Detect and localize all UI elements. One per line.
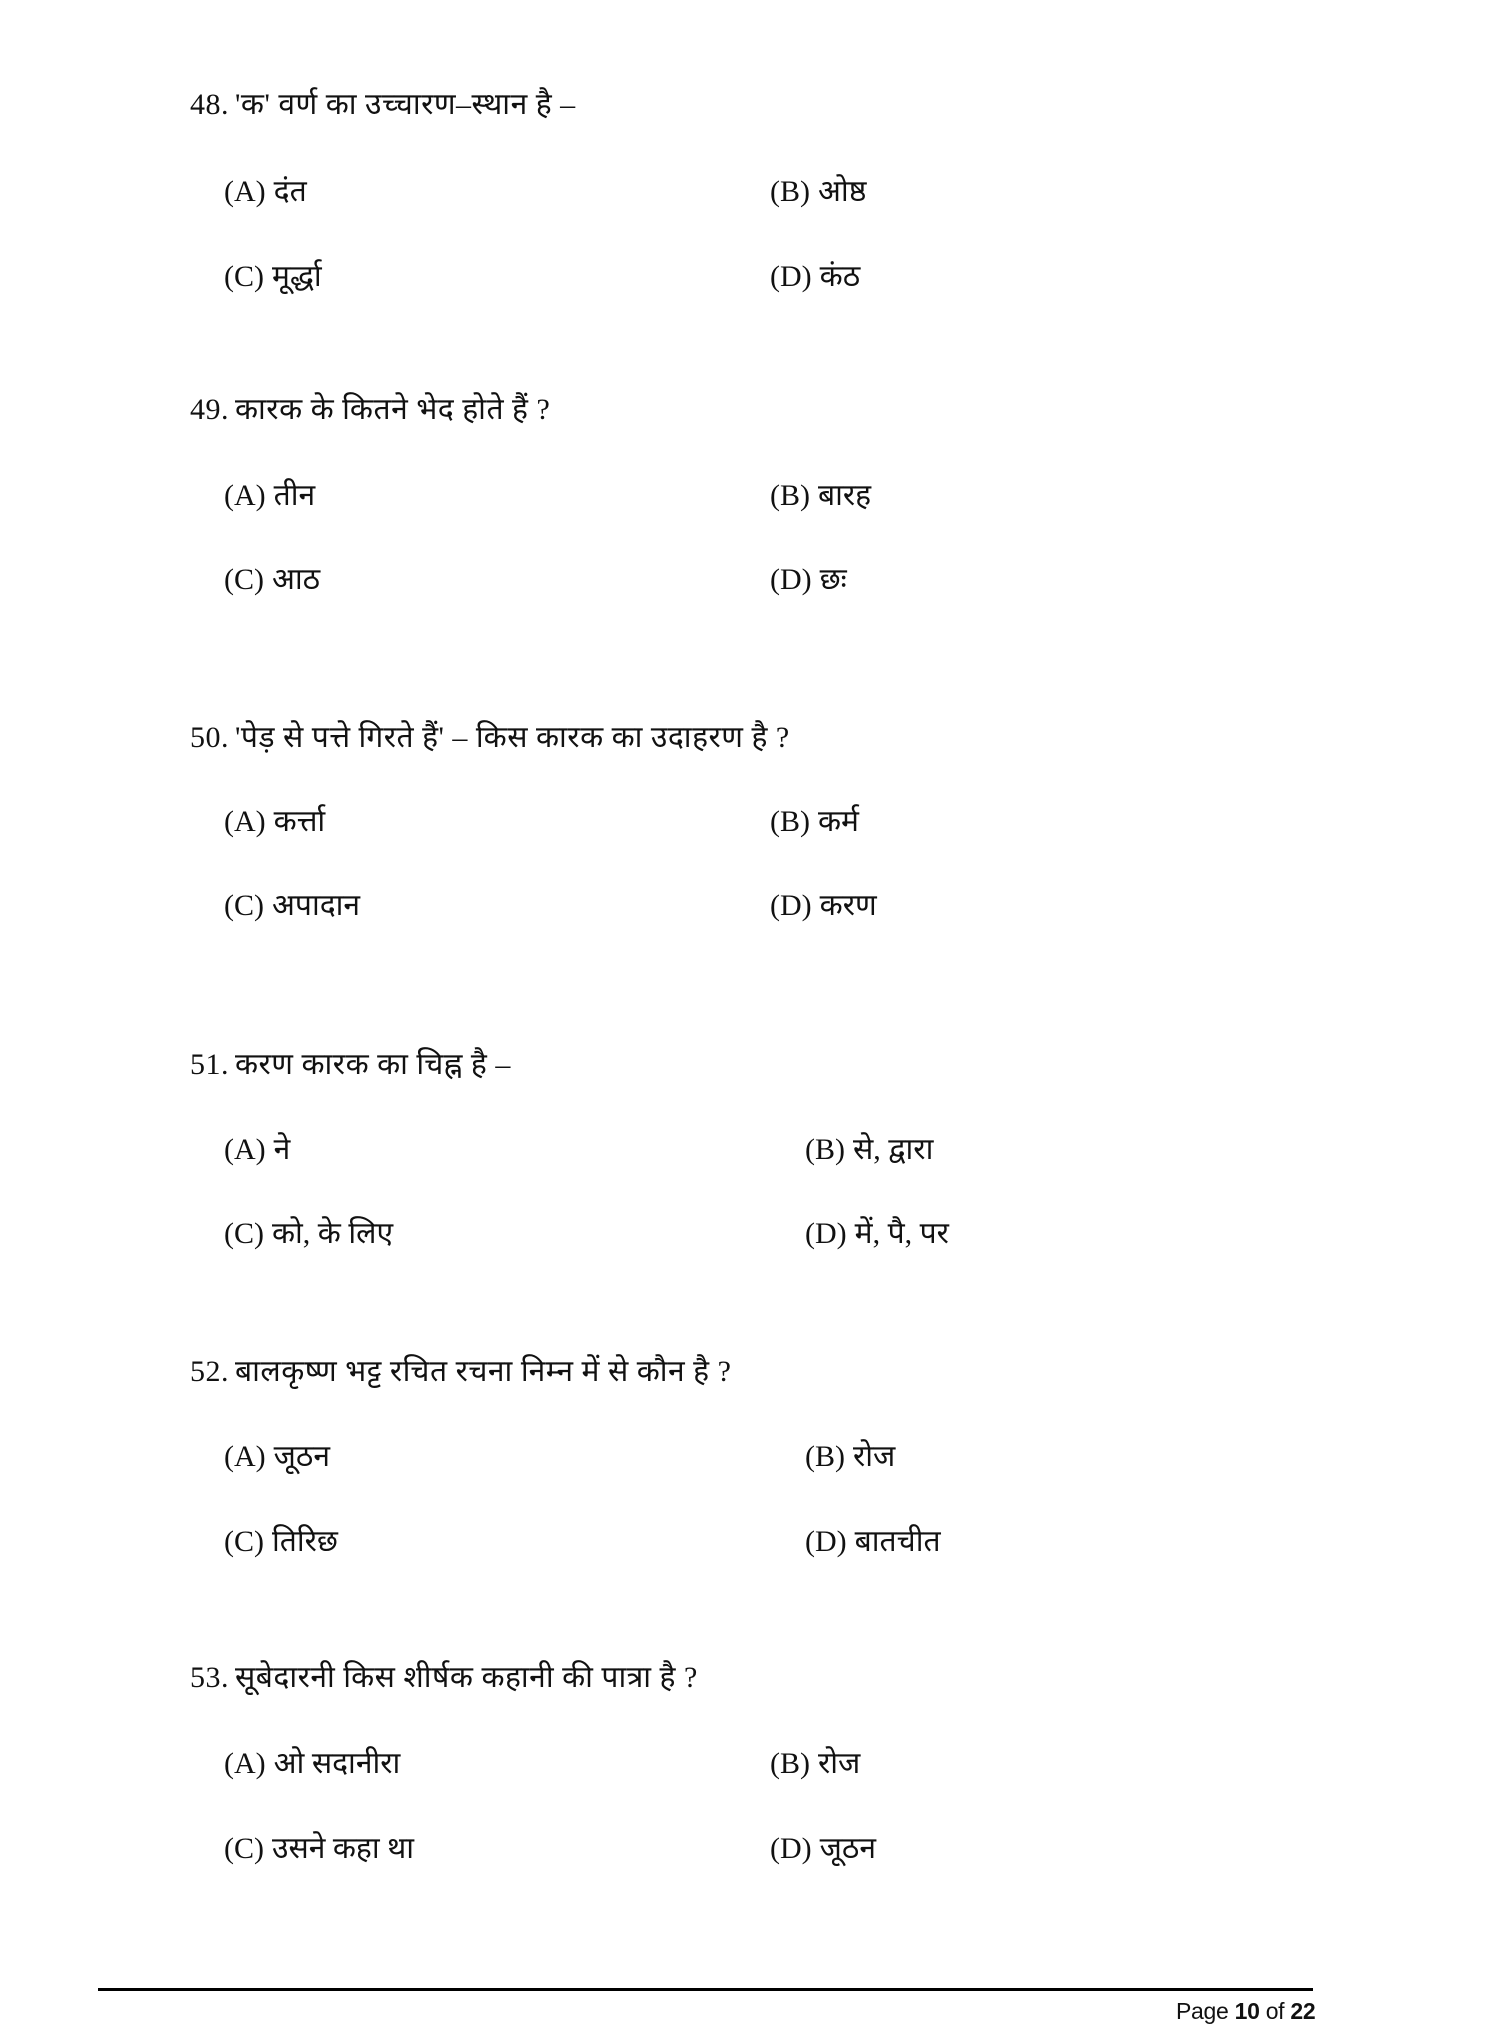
option-text: आठ [272, 563, 321, 596]
of-word: of [1265, 1998, 1285, 2024]
question-number: 53. [190, 1661, 229, 1694]
option-text: बारह [818, 479, 872, 512]
question-text: करण कारक का चिह्न है – [235, 1048, 511, 1081]
option-52-b [805, 1437, 895, 1477]
option-50-d [770, 886, 877, 926]
option-label: (A) [224, 175, 266, 208]
option-49-c [224, 560, 320, 600]
option-label: (C) [224, 1217, 264, 1250]
total-pages: 22 [1290, 1998, 1316, 2024]
question-50 [190, 718, 790, 758]
question-number: 52. [190, 1355, 229, 1388]
page-word: Page [1176, 1998, 1229, 2024]
question-text: 'क' वर्ण का उच्चारण–स्थान है – [235, 88, 576, 121]
option-51-b [805, 1130, 933, 1170]
option-49-a [224, 476, 315, 516]
option-text: कर्म [818, 805, 859, 838]
option-label: (C) [224, 260, 264, 293]
option-49-b [770, 476, 871, 516]
question-number: 51. [190, 1048, 229, 1081]
option-text: में, पै, पर [854, 1217, 949, 1250]
option-48-c [224, 257, 322, 297]
question-53 [190, 1658, 698, 1698]
option-49-d [770, 560, 847, 600]
option-label: (C) [224, 1832, 264, 1865]
option-48-a [224, 172, 307, 212]
question-number: 48. [190, 88, 229, 121]
option-text: जूठन [819, 1832, 876, 1865]
option-label: (A) [224, 1440, 266, 1473]
option-label: (B) [805, 1133, 845, 1166]
option-label: (B) [770, 175, 810, 208]
option-text: तिरिछ [272, 1525, 338, 1558]
option-53-a [224, 1744, 400, 1784]
option-text: कर्त्ता [273, 805, 326, 838]
option-53-c [224, 1829, 414, 1869]
option-text: करण [819, 889, 877, 922]
option-48-d [770, 257, 860, 297]
option-text: अपादान [272, 889, 361, 922]
current-page: 10 [1234, 1998, 1260, 2024]
question-text: बालकृष्ण भट्ट रचित रचना निम्न में से कौन है ? [235, 1355, 732, 1388]
option-text: छः [819, 563, 847, 596]
option-label: (A) [224, 805, 266, 838]
option-text: रोज [853, 1440, 896, 1473]
option-52-c [224, 1522, 338, 1562]
option-label: (B) [805, 1440, 845, 1473]
option-51-d [805, 1214, 949, 1254]
option-label: (D) [770, 1832, 812, 1865]
option-label: (D) [770, 889, 812, 922]
option-50-a [224, 802, 325, 842]
option-text: रोज [818, 1747, 861, 1780]
option-text: ओष्ठ [818, 175, 867, 208]
option-text: ओ सदानीरा [273, 1747, 401, 1780]
option-label: (D) [805, 1525, 847, 1558]
option-text: दंत [273, 175, 307, 208]
question-51 [190, 1045, 511, 1085]
option-label: (A) [224, 1133, 266, 1166]
question-49 [190, 390, 550, 430]
option-text: मूर्द्धा [272, 260, 322, 293]
option-label: (C) [224, 889, 264, 922]
question-number: 50. [190, 721, 229, 754]
option-text: बातचीत [854, 1525, 941, 1558]
question-48 [190, 85, 576, 125]
option-label: (A) [224, 1747, 266, 1780]
option-text: को, के लिए [272, 1217, 394, 1250]
option-50-b [770, 802, 859, 842]
option-text: जूठन [273, 1440, 330, 1473]
question-text: 'पेड़ से पत्ते गिरते हैं' – किस कारक का उदाहरण है ? [235, 721, 790, 754]
question-text: कारक के कितने भेद होते हैं ? [235, 393, 551, 426]
option-label: (B) [770, 805, 810, 838]
question-number: 49. [190, 393, 229, 426]
option-50-c [224, 886, 360, 926]
question-52 [190, 1352, 731, 1392]
footer-divider [98, 1988, 1313, 1991]
option-text: उसने कहा था [272, 1832, 415, 1865]
option-53-b [770, 1744, 860, 1784]
option-52-a [224, 1437, 330, 1477]
option-51-c [224, 1214, 393, 1254]
option-51-a [224, 1130, 290, 1170]
page-number [1176, 1996, 1315, 2026]
option-label: (C) [224, 563, 264, 596]
option-52-d [805, 1522, 941, 1562]
question-text: सूबेदारनी किस शीर्षक कहानी की पात्रा है ? [235, 1661, 698, 1694]
option-label: (C) [224, 1525, 264, 1558]
option-48-b [770, 172, 866, 212]
option-label: (D) [805, 1217, 847, 1250]
option-label: (B) [770, 1747, 810, 1780]
option-text: से, द्वारा [853, 1133, 934, 1166]
option-text: ने [273, 1133, 291, 1166]
option-text: तीन [273, 479, 316, 512]
option-label: (B) [770, 479, 810, 512]
option-label: (D) [770, 260, 812, 293]
option-text: कंठ [819, 260, 861, 293]
option-label: (D) [770, 563, 812, 596]
option-label: (A) [224, 479, 266, 512]
option-53-d [770, 1829, 876, 1869]
